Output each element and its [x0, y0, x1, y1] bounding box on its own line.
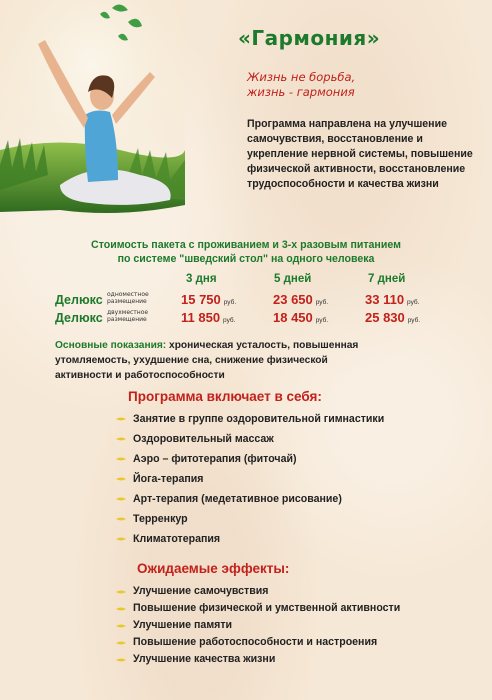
price-value: 11 850 руб.: [181, 310, 236, 325]
list-item-text: Улучшение самочувствия: [133, 585, 269, 597]
list-item: [116, 600, 400, 617]
duration-7-days: 7 дней: [368, 273, 406, 285]
price-value: 18 450 руб.: [273, 310, 329, 325]
leaf-bullet-icon: [116, 607, 126, 611]
list-item: [116, 529, 384, 549]
list-item-text: Йога-терапия: [133, 473, 204, 485]
program-list: [116, 409, 384, 549]
page-title: «Гармония»: [238, 26, 381, 50]
duration-5-days: 5 дней: [274, 273, 312, 285]
list-item-text: Улучшение качества жизни: [133, 653, 276, 665]
room-note: двухместное размещение: [107, 309, 149, 323]
leaf-bullet-icon: [116, 517, 126, 521]
price-value: 33 110 руб.: [365, 292, 420, 307]
leaf-bullet-icon: [116, 477, 126, 481]
price-value: 23 650 руб.: [273, 292, 329, 307]
list-item-text: Повышение работоспособности и настроения: [133, 636, 378, 648]
duration-3-days: 3 дня: [186, 273, 217, 285]
list-item-text: Терренкур: [133, 513, 188, 525]
list-item-text: Климатотерапия: [133, 533, 221, 545]
list-item-text: Повышение физической и умственной активности: [133, 602, 401, 614]
price-value: 25 830 руб.: [365, 310, 421, 325]
program-intro: Программа направлена на улучшение самочувствия, восстановление и укрепление нервной системы, повышение физической активности, восстановление трудоспособности и качества жизни: [247, 118, 473, 190]
indications-text: хроническая усталость, повышенная утомляемость, ухудшение сна, снижение физической активности и работоспособности: [55, 340, 359, 381]
list-item: [116, 489, 384, 509]
room-type: Делюкс: [55, 311, 103, 325]
motto: [247, 70, 355, 100]
list-item: [116, 449, 384, 469]
motto-line-2: жизнь - гармония: [247, 85, 355, 99]
effects-list: [116, 583, 400, 668]
effects-title: Ожидаемые эффекты:: [137, 561, 290, 576]
leaf-bullet-icon: [116, 497, 126, 501]
leaf-bullet-icon: [116, 658, 126, 662]
pricing-heading-line-2: по системе "шведский стол" на одного человека: [117, 253, 375, 265]
indications: [55, 338, 385, 383]
list-item: [116, 509, 384, 529]
list-item-text: Занятие в группе оздоровительной гимнастики: [133, 413, 385, 425]
list-item: [116, 583, 400, 600]
indications-label: Основные показания:: [55, 340, 167, 351]
leaf-bullet-icon: [116, 641, 126, 645]
list-item: [116, 634, 400, 651]
list-item: [116, 429, 384, 449]
leaf-bullet-icon: [116, 590, 126, 594]
leaf-bullet-icon: [116, 624, 126, 628]
woman-meditating-photo: [0, 0, 185, 220]
list-item: [116, 617, 400, 634]
price-value: 15 750 руб.: [181, 292, 237, 307]
list-item-text: Улучшение памяти: [133, 619, 233, 631]
leaf-bullet-icon: [116, 457, 126, 461]
list-item-text: Арт-терапия (медетативное рисование): [133, 493, 342, 505]
motto-line-1: Жизнь не борьба,: [247, 70, 356, 84]
list-item: [116, 651, 400, 668]
list-item: [116, 469, 384, 489]
room-type: Делюкс: [55, 293, 103, 307]
pricing-heading-line-1: Стоимость пакета с проживанием и 3-х разовым питанием: [91, 239, 401, 251]
list-item-text: Аэро – фитотерапия (фиточай): [133, 453, 297, 465]
leaf-bullet-icon: [116, 537, 126, 541]
list-item-text: Оздоровительный массаж: [133, 433, 274, 445]
leaf-bullet-icon: [116, 437, 126, 441]
list-item: [116, 409, 384, 429]
pricing-heading: [60, 238, 432, 266]
leaf-bullet-icon: [116, 417, 126, 421]
room-note: одноместное размещение: [107, 291, 149, 305]
program-title: Программа включает в себя:: [128, 389, 322, 404]
